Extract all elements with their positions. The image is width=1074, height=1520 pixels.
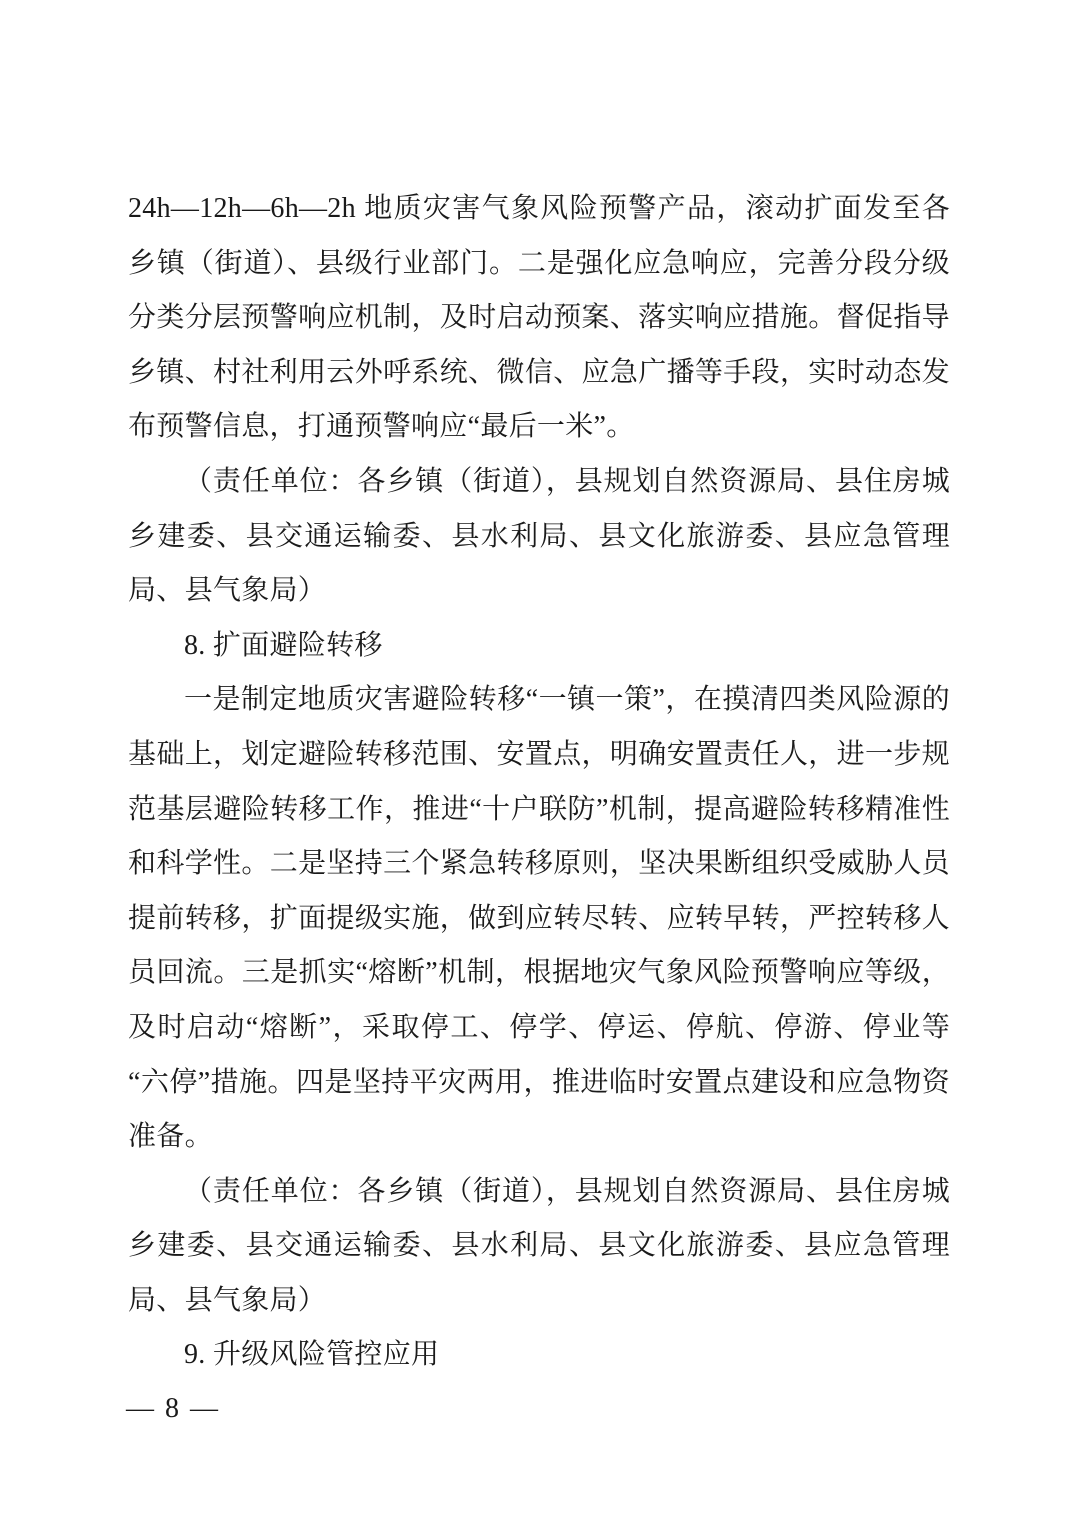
heading-item-9-risk-control-upgrade: 9. 升级风险管控应用	[184, 1339, 440, 1371]
paragraph-responsibility-units-1: （责任单位：各乡镇（街道），县规划自然资源局、县住房城乡建委、县交通运输委、县水利局、县文化旅游委、县应急管理局、县气象局）	[128, 465, 950, 607]
page-number: — 8 —	[126, 1393, 220, 1424]
paragraph-transfer-measures: 一是制定地质灾害避险转移“一镇一策”，在摸清四类风险源的基础上，划定避险转移范围、安置点，明确安置责任人，进一步规范基层避险转移工作，推进“十户联防”机制，提高避险转移精准性和科学性。二是坚持三个紧急转移原则，坚决果断组织受威胁人员提前转移，扩面提级实施，做到应转尽转、应转早转，严控转移人员回流。三是抓实“熔断”机制，根据地灾气象风险预警响应等级，及时启动“熔断”，采取停工、停学、停运、停航、停游、停业等“六停”措施。四是坚持平灾两用，推进临时安置点建设和应急物资准备。	[128, 684, 950, 1153]
heading-item-8-risk-avoidance-transfer: 8. 扩面避险转移	[184, 629, 383, 661]
paragraph-warning-response-continuation: 24h—12h—6h—2h 地质灾害气象风险预警产品，滚动扩面发至各乡镇（街道）、县级行业部门。二是强化应急响应，完善分段分级分类分层预警响应机制，及时启动预案、落实响应措施。督促指导乡镇、村社利用云外呼系统、微信、应急广播等手段，实时动态发布预警信息，打通预警响应“最后一米”。	[128, 193, 950, 443]
paragraph-responsibility-units-2: （责任单位：各乡镇（街道），县规划自然资源局、县住房城乡建委、县交通运输委、县水利局、县文化旅游委、县应急管理局、县气象局）	[128, 1175, 950, 1316]
document-body	[128, 182, 950, 1383]
